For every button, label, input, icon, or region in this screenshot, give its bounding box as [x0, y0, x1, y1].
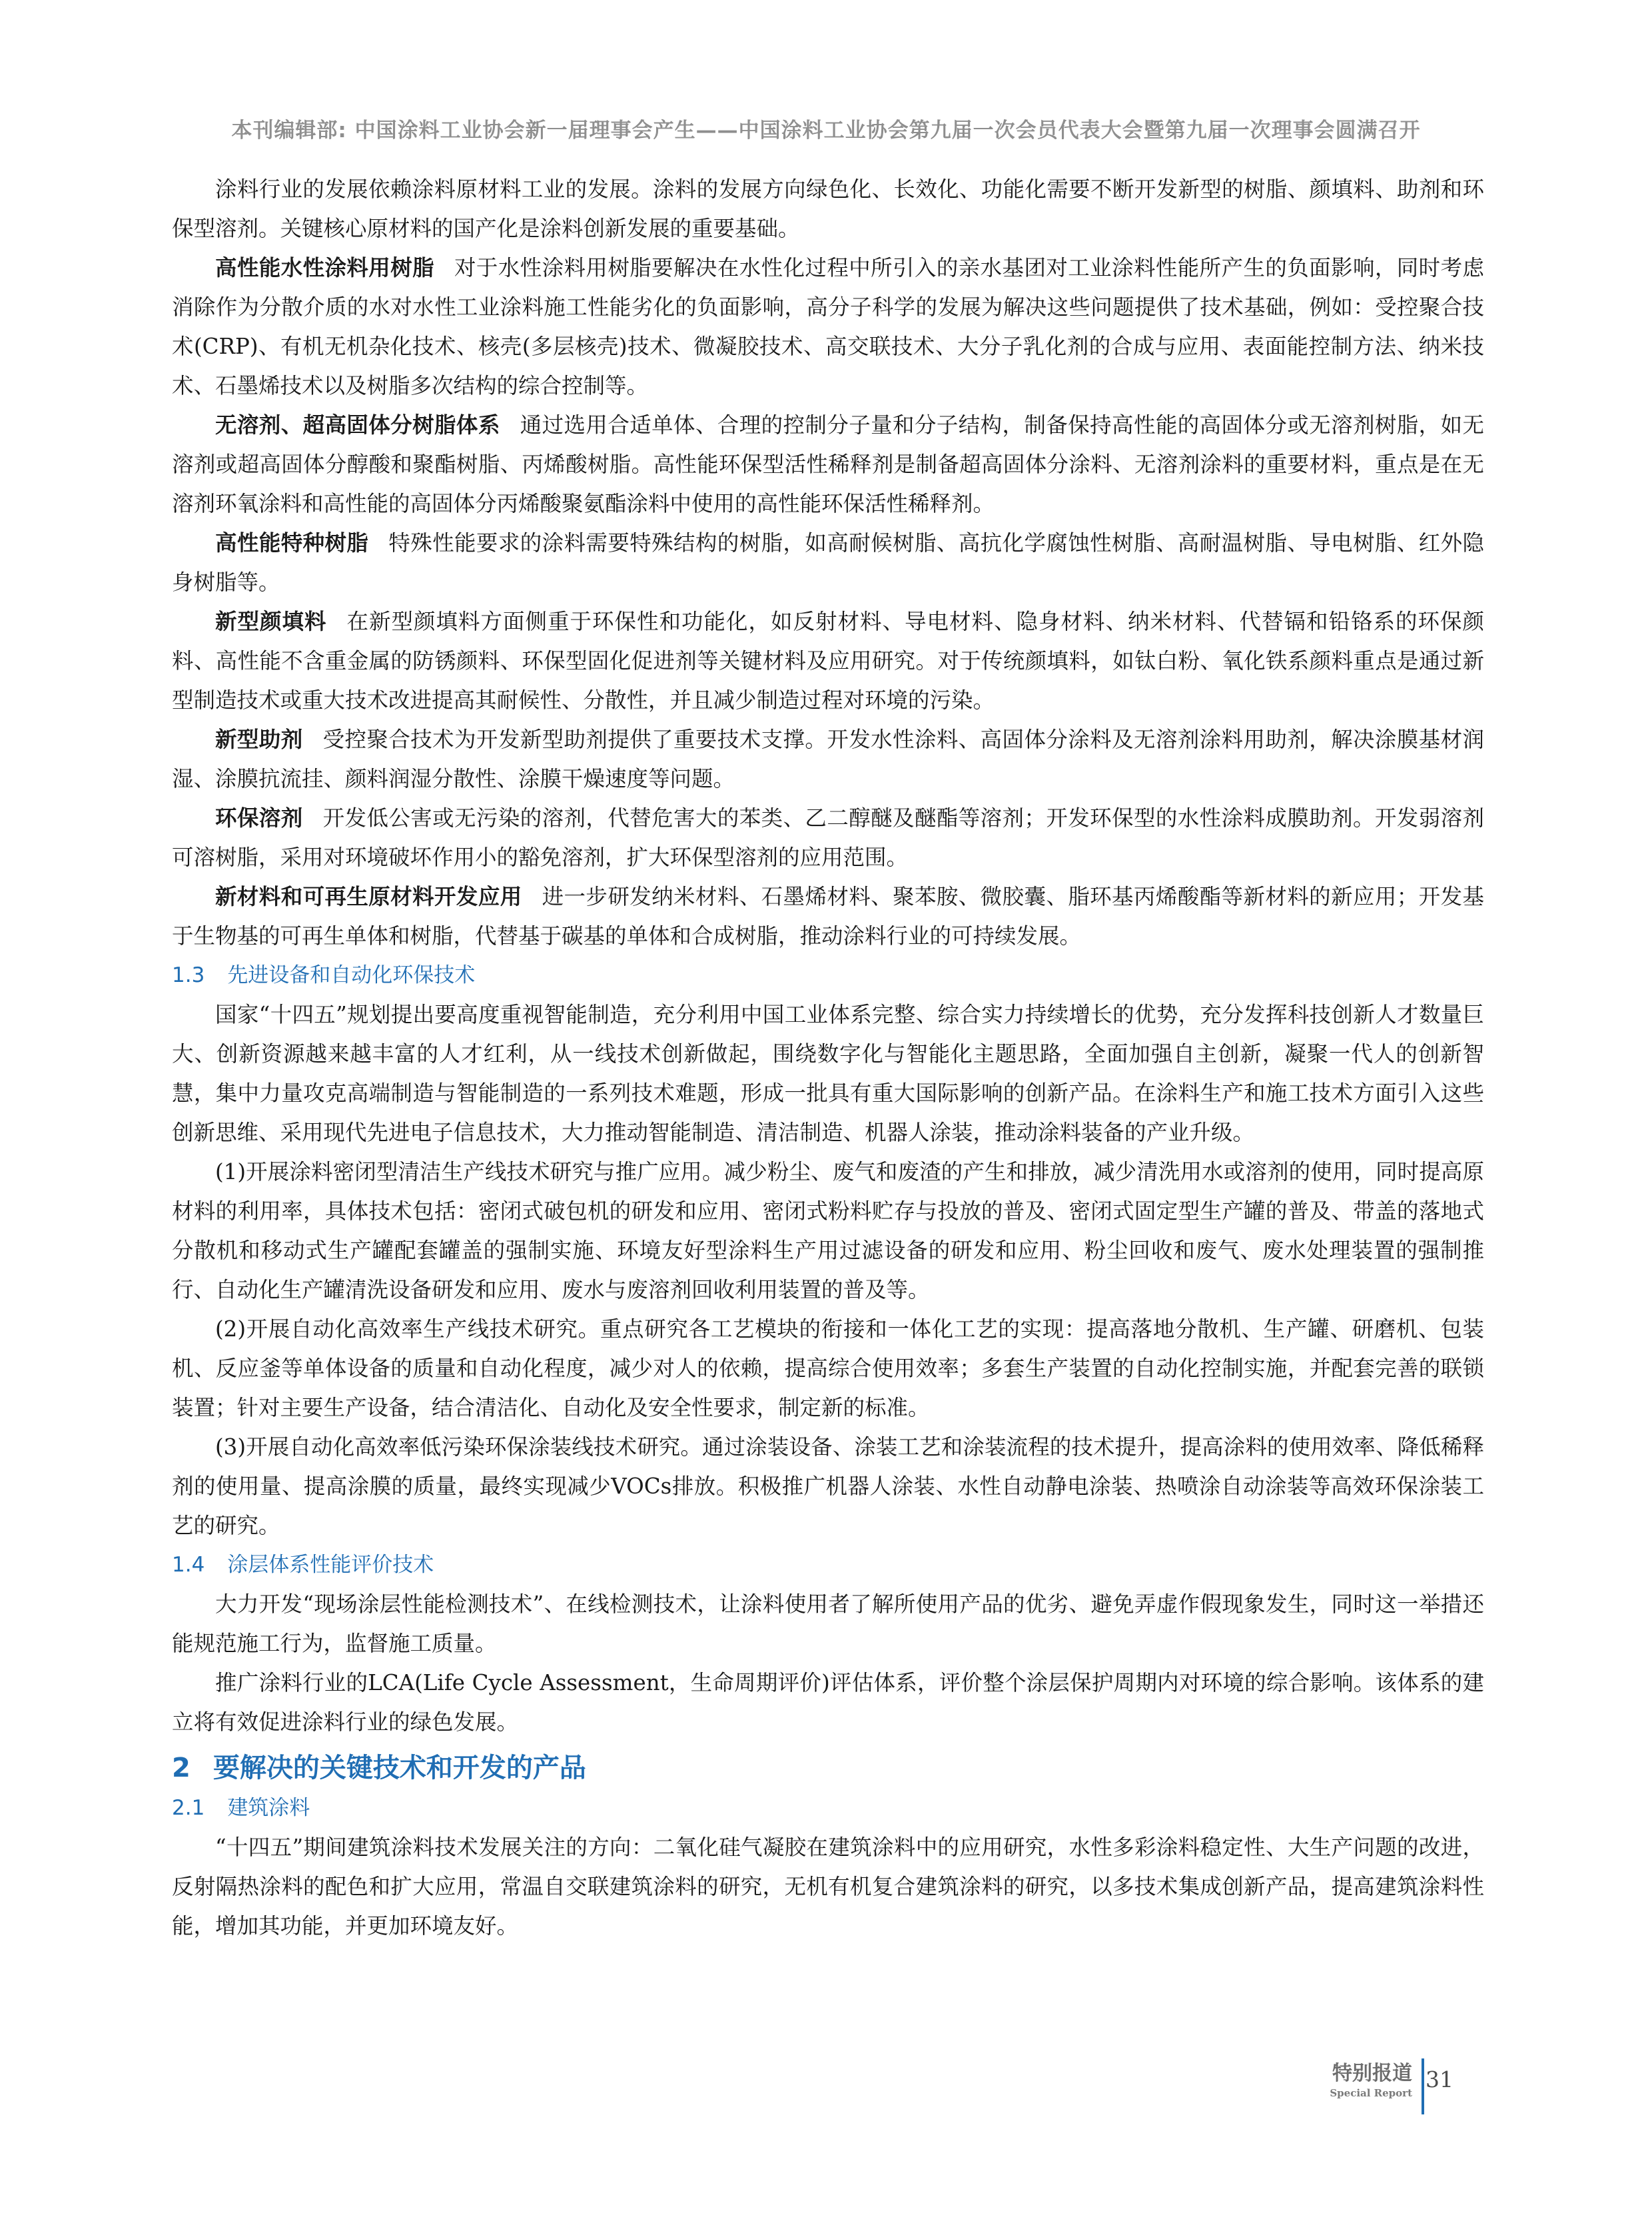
paragraph-resin — [172, 248, 1484, 406]
paragraph-text-additive: 受控聚合技术为开发新型助剂提供了重要技术支撑。开发水性涂料、高固体分涂料及无溶剂涂料用助剂，解决涂膜基材润湿、涂膜抗流挂、颜料润湿分散性、涂膜干燥速度等问题。 — [172, 727, 1484, 791]
paragraph-renewable — [172, 877, 1484, 956]
paragraph-lead-solventfree: 无溶剂、超高固体分树脂体系 — [215, 412, 500, 438]
paragraph-lead-pigment: 新型颜填料 — [215, 609, 327, 634]
page-number: 31 — [1426, 2066, 1453, 2092]
paragraph-special — [172, 524, 1484, 602]
running-header: 本刊编辑部: 中国涂料工业协会新一届理事会产生——中国涂料工业协会第九届一次会员代表大会暨第九届一次理事会圆满召开 — [231, 119, 1421, 143]
paragraph-1-4-b: 推广涂料行业的LCA(Life Cycle Assessment，生命周期评价)评估体系，评价整个涂层保护周期内对环境的综合影响。该体系的建立将有效促进涂料行业的绿色发展。 — [172, 1670, 1484, 1735]
paragraph-lead-resin: 高性能水性涂料用树脂 — [215, 255, 435, 280]
subsection-heading-2-1 — [172, 1789, 1484, 1828]
paragraph-text-renewable: 进一步研发纳米材料、石墨烯材料、聚苯胺、微胶囊、脂环基丙烯酸酯等新材料的新应用；开发基于生物基的可再生单体和树脂，代替基于碳基的单体和合成树脂，推动涂料行业的可持续发展。 — [172, 884, 1484, 949]
subsection-heading-1-4 — [172, 1546, 1484, 1585]
paragraph-1-3-item-1: (1)开展涂料密闭型清洁生产线技术研究与推广应用。减少粉尘、废气和废渣的产生和排放，减少清洗用水或溶剂的使用，同时提高原材料的利用率，具体技术包括：密闭式破包机的研发和应用、密闭式粉料贮存与投放的普及、密闭式固定型生产罐的普及、带盖的落地式分散机和移动式生产罐配套罐盖的强制实施、环境友好型涂料生产用过滤设备的研发和应用、粉尘回收和废气、废水处理装置的强制推行、自动化生产罐清洗设备研发和应用、废水与废溶剂回收利用装置的普及等。 — [172, 1159, 1484, 1302]
paragraph-lead-additive: 新型助剂 — [215, 727, 303, 752]
paragraph-1-4-a: 大力开发“现场涂层性能检测技术”、在线检测技术，让涂料使用者了解所使用产品的优劣、避免弄虚作假现象发生，同时这一举措还能规范施工行为，监督施工质量。 — [172, 1591, 1484, 1656]
paragraph-text-solventfree: 通过选用合适单体、合理的控制分子量和分子结构，制备保持高性能的高固体分或无溶剂树脂，如无溶剂或超高固体分醇酸和聚酯树脂、丙烯酸树脂。高性能环保型活性稀释剂是制备超高固体分涂料、无溶剂涂料的重要材料，重点是在无溶剂环氧涂料和高性能的高固体分丙烯酸聚氨酯涂料中使用的高性能环保活性稀释剂。 — [172, 412, 1484, 516]
subsection-title: 先进设备和自动化环保技术 — [227, 963, 476, 987]
footer-section-cn: 特别报道 — [1332, 2062, 1412, 2085]
paragraph-lead-solvent: 环保溶剂 — [215, 805, 303, 831]
subsection-number: 1.4 — [172, 1553, 205, 1577]
footer-section-en: Special Report — [1330, 2087, 1412, 2099]
subsection-heading-1-3 — [172, 956, 1484, 995]
subsection-title: 建筑涂料 — [227, 1796, 310, 1820]
paragraph-pigment — [172, 602, 1484, 720]
section-number: 2 — [172, 1753, 191, 1783]
paragraph-1-3-item-3: (3)开展自动化高效率低污染环保涂装线技术研究。通过涂装设备、涂装工艺和涂装流程的技术提升，提高涂料的使用效率、降低稀释剂的使用量、提高涂膜的质量，最终实现减少VOCs排放。积极推广机器人涂装、水性自动静电涂装、热喷涂自动涂装等高效环保涂装工艺的研究。 — [172, 1434, 1484, 1538]
subsection-number: 1.3 — [172, 963, 205, 987]
paragraph-text-pigment: 在新型颜填料方面侧重于环保性和功能化，如反射材料、导电材料、隐身材料、纳米材料、代替镉和铅铬系的环保颜料、高性能不含重金属的防锈颜料、环保型固化促进剂等关键材料及应用研究。对于传统颜填料，如钛白粉、氧化铁系颜料重点是通过新型制造技术或重大技术改进提高其耐候性、分散性，并且减少制造过程对环境的污染。 — [172, 609, 1484, 713]
footer-divider — [1422, 2058, 1424, 2114]
footer-section-label — [1330, 2061, 1412, 2100]
section-title: 要解决的关键技术和开发的产品 — [212, 1753, 586, 1783]
article-body — [172, 170, 1484, 1946]
paragraph-1-3-item-2: (2)开展自动化高效率生产线技术研究。重点研究各工艺模块的衔接和一体化工艺的实现：提高落地分散机、生产罐、研磨机、包装机、反应釜等单体设备的质量和自动化程度，减少对人的依赖，提高综合使用效率；多套生产装置的自动化控制实施，并配套完善的联锁装置；针对主要生产设备，结合清洁化、自动化及安全性要求，制定新的标准。 — [172, 1316, 1484, 1420]
section-heading-2 — [172, 1747, 1484, 1789]
paragraph-intro: 涂料行业的发展依赖涂料原材料工业的发展。涂料的发展方向绿色化、长效化、功能化需要不断开发新型的树脂、颜填料、助剂和环保型溶剂。关键核心原材料的国产化是涂料创新发展的重要基础。 — [172, 177, 1484, 241]
paragraph-2-1: “十四五”期间建筑涂料技术发展关注的方向：二氧化硅气凝胶在建筑涂料中的应用研究，水性多彩涂料稳定性、大生产问题的改进，反射隔热涂料的配色和扩大应用，常温自交联建筑涂料的研究，无机有机复合建筑涂料的研究，以多技术集成创新产品，提高建筑涂料性能，增加其功能，并更加环境友好。 — [172, 1835, 1484, 1939]
subsection-number: 2.1 — [172, 1796, 205, 1820]
paragraph-solvent — [172, 799, 1484, 877]
paragraph-lead-special: 高性能特种树脂 — [215, 530, 369, 556]
paragraph-1-3-intro: 国家“十四五”规划提出要高度重视智能制造，充分利用中国工业体系完整、综合实力持续增长的优势，充分发挥科技创新人才数量巨大、创新资源越来越丰富的人才红利，从一线技术创新做起，围绕数字化与智能化主题思路，全面加强自主创新，凝聚一代人的创新智慧，集中力量攻克高端制造与智能制造的一系列技术难题，形成一批具有重大国际影响的创新产品。在涂料生产和施工技术方面引入这些创新思维、采用现代先进电子信息技术，大力推动智能制造、清洁制造、机器人涂装，推动涂料装备的产业升级。 — [172, 1002, 1484, 1145]
paragraph-additive — [172, 720, 1484, 799]
paragraph-lead-renewable: 新材料和可再生原材料开发应用 — [215, 884, 522, 909]
paragraph-text-solvent: 开发低公害或无污染的溶剂，代替危害大的苯类、乙二醇醚及醚酯等溶剂；开发环保型的水性涂料成膜助剂。开发弱溶剂可溶树脂，采用对环境破坏作用小的豁免溶剂，扩大环保型溶剂的应用范围。 — [172, 805, 1484, 870]
paragraph-text-special: 特殊性能要求的涂料需要特殊结构的树脂，如高耐候树脂、高抗化学腐蚀性树脂、高耐温树脂、导电树脂、红外隐身树脂等。 — [172, 530, 1484, 595]
subsection-title: 涂层体系性能评价技术 — [227, 1553, 434, 1577]
paragraph-solventfree — [172, 406, 1484, 524]
paragraph-text-resin: 对于水性涂料用树脂要解决在水性化过程中所引入的亲水基团对工业涂料性能所产生的负面影响，同时考虑消除作为分散介质的水对水性工业涂料施工性能劣化的负面影响，高分子科学的发展为解决这些问题提供了技术基础，例如：受控聚合技术(CRP)、有机无机杂化技术、核壳(多层核壳)技术、微凝胶技术、高交联技术、大分子乳化剂的合成与应用、表面能控制方法、纳米技术、石墨烯技术以及树脂多次结构的综合控制等。 — [172, 255, 1484, 398]
